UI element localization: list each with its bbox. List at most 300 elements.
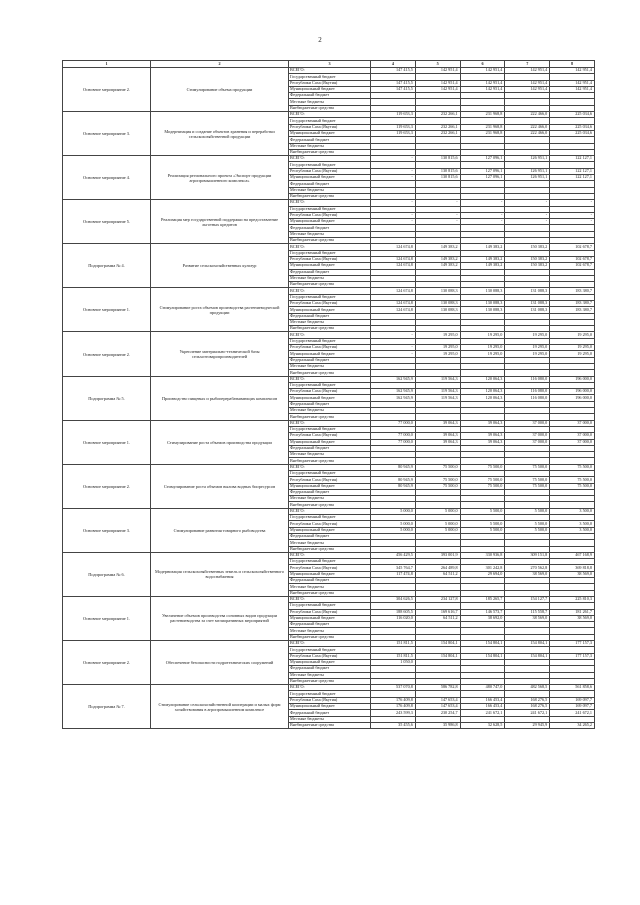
funding-source: ВСЕГО: — [289, 464, 371, 470]
funding-value: 130 815,6 — [415, 175, 460, 181]
funding-value: 5 500,0 — [505, 521, 550, 527]
funding-value: 102 678,7 — [550, 244, 595, 250]
funding-value: 196 000,0 — [550, 395, 595, 401]
funding-value: 124 674,8 — [371, 288, 416, 294]
funding-value: - — [371, 200, 416, 206]
funding-source: Республики Саха (Якутия) — [289, 345, 371, 351]
program-description: Реализация мер государственной поддержки на предоставление льготных кредитов — [151, 200, 289, 244]
funding-source: Государственный бюджет — [289, 426, 371, 432]
funding-value: 142 951,4 — [550, 86, 595, 92]
funding-value: 39 064,3 — [460, 433, 505, 439]
funding-value: 38 692,0 — [460, 615, 505, 621]
funding-value: 19 295,0 — [550, 351, 595, 357]
funding-value: 39 064,3 — [415, 420, 460, 426]
funding-value: 3 500,0 — [550, 521, 595, 527]
column-number: 1 — [63, 61, 151, 68]
funding-value: 154 804,1 — [415, 641, 460, 647]
funding-source: Внебюджетные средства — [289, 590, 371, 596]
funding-source: Республики Саха (Якутия) — [289, 697, 371, 703]
program-name: Основное мероприятие 3. — [63, 508, 151, 552]
funding-value: 142 951,4 — [550, 68, 595, 74]
funding-value: 142 951,4 — [460, 80, 505, 86]
funding-value: - — [371, 156, 416, 162]
funding-value: 124 674,8 — [371, 300, 416, 306]
funding-value: 5 000,0 — [415, 508, 460, 514]
funding-source: Государственный бюджет — [289, 206, 371, 212]
funding-value: 196 000,0 — [550, 376, 595, 382]
funding-value: 188 605,5 — [371, 609, 416, 615]
funding-value: 154 127,7 — [505, 596, 550, 602]
funding-value: 151 811,5 — [371, 653, 416, 659]
funding-value: 119 564,3 — [415, 395, 460, 401]
program-description: Производство пищевых и рыбоперерабатывающих комплексов — [151, 376, 289, 420]
column-number: 2 — [151, 61, 289, 68]
funding-value: 142 951,4 — [460, 86, 505, 92]
funding-value: 38 569,0 — [505, 615, 550, 621]
program-name: Основное мероприятие 2. — [63, 68, 151, 112]
funding-value: 102 678,7 — [550, 256, 595, 262]
funding-value: - — [415, 200, 460, 206]
funding-value: 5 000,0 — [415, 527, 460, 533]
program-name: Основное мероприятие 2. — [63, 464, 151, 508]
funding-value: 80 945,9 — [371, 477, 416, 483]
funding-value: 127 096,1 — [460, 168, 505, 174]
funding-value: 75 500,0 — [415, 464, 460, 470]
funding-source: Муниципальный бюджет — [289, 615, 371, 621]
funding-value: 19 295,0 — [460, 332, 505, 338]
funding-source: ВСЕГО: — [289, 112, 371, 118]
program-name: Подпрограмма № 7. — [63, 685, 151, 729]
funding-value: 124 674,8 — [371, 256, 416, 262]
funding-source: ВСЕГО: — [289, 200, 371, 206]
funding-source: Муниципальный бюджет — [289, 219, 371, 225]
funding-value: 122 127,1 — [550, 168, 595, 174]
funding-source: Местные бюджеты — [289, 716, 371, 722]
funding-source: Республики Саха (Якутия) — [289, 124, 371, 130]
funding-value: 225 034,6 — [550, 112, 595, 118]
funding-value: - — [550, 200, 595, 206]
funding-source: Муниципальный бюджет — [289, 527, 371, 533]
funding-source: Местные бюджеты — [289, 99, 371, 105]
funding-value: 232 266,1 — [415, 112, 460, 118]
funding-value: 102 678,7 — [550, 263, 595, 269]
funding-value: 309 151,8 — [505, 552, 550, 558]
funding-source: Муниципальный бюджет — [289, 175, 371, 181]
funding-value: 126 951,1 — [505, 168, 550, 174]
funding-source: ВСЕГО: — [289, 552, 371, 558]
program-description: Стимулирование развития товарного рыбоводства — [151, 508, 289, 552]
funding-source: Федеральный бюджет — [289, 93, 371, 99]
funding-value: 232 266,1 — [415, 130, 460, 136]
funding-value: 177 157,3 — [550, 641, 595, 647]
column-number: 7 — [505, 61, 550, 68]
funding-source: Республики Саха (Якутия) — [289, 653, 371, 659]
funding-value: - — [371, 212, 416, 218]
funding-source: Муниципальный бюджет — [289, 307, 371, 313]
funding-value: 75 500,0 — [550, 483, 595, 489]
funding-value: 37 000,0 — [505, 439, 550, 445]
funding-source: Местные бюджеты — [289, 319, 371, 325]
funding-source: Внебюджетные средства — [289, 414, 371, 420]
funding-value: 39 064,3 — [415, 433, 460, 439]
funding-value: 119 653,3 — [371, 112, 416, 118]
funding-value: 116 020,0 — [371, 615, 416, 621]
funding-source: Федеральный бюджет — [289, 357, 371, 363]
funding-source: Местные бюджеты — [289, 452, 371, 458]
funding-value: 393 001,9 — [415, 552, 460, 558]
funding-value: 19 295,0 — [415, 351, 460, 357]
funding-value: 561 858,6 — [550, 685, 595, 691]
funding-value: 80 945,9 — [371, 464, 416, 470]
funding-source: ВСЕГО: — [289, 376, 371, 382]
funding-value: 231 968,8 — [460, 130, 505, 136]
funding-source: Федеральный бюджет — [289, 489, 371, 495]
funding-value: 130 088,3 — [460, 300, 505, 306]
funding-value: 142 951,4 — [550, 80, 595, 86]
funding-value: 29 694,0 — [460, 571, 505, 577]
funding-value: 130 088,3 — [415, 300, 460, 306]
funding-value: 116 080,0 — [505, 395, 550, 401]
funding-value: 130 815,6 — [415, 168, 460, 174]
funding-value: 154 804,1 — [460, 653, 505, 659]
funding-value: 151 811,5 — [371, 641, 416, 647]
funding-value: 149 383,2 — [415, 256, 460, 262]
funding-value: - — [371, 332, 416, 338]
funding-value: - — [415, 212, 460, 218]
funding-value: 130 088,3 — [460, 288, 505, 294]
funding-source: Федеральный бюджет — [289, 622, 371, 628]
funding-value: 168 276,5 — [505, 697, 550, 703]
funding-value: 154 804,1 — [505, 641, 550, 647]
funding-value: 5 000,0 — [371, 521, 416, 527]
funding-value: 39 064,3 — [415, 439, 460, 445]
column-number: 3 — [289, 61, 371, 68]
column-number: 4 — [371, 61, 416, 68]
funding-value: 130 815,6 — [415, 156, 460, 162]
funding-source: Государственный бюджет — [289, 382, 371, 388]
funding-value: 149 383,2 — [460, 256, 505, 262]
funding-value: 127 096,1 — [460, 156, 505, 162]
funding-source: ВСЕГО: — [289, 244, 371, 250]
funding-source: Республики Саха (Якутия) — [289, 433, 371, 439]
funding-source: ВСЕГО: — [289, 288, 371, 294]
funding-value: 131 088,3 — [505, 300, 550, 306]
funding-value: 116 080,0 — [505, 389, 550, 395]
program-name: Основное мероприятие 5. — [63, 200, 151, 244]
funding-source: Муниципальный бюджет — [289, 571, 371, 577]
funding-value: 35 986,8 — [415, 722, 460, 728]
funding-source: Местные бюджеты — [289, 496, 371, 502]
funding-source: Внебюджетные средства — [289, 105, 371, 111]
funding-value: - — [460, 212, 505, 218]
program-description: Стимулирование роста объемов вылова водных биоресурсов — [151, 464, 289, 508]
program-name: Основное мероприятие 1. — [63, 420, 151, 464]
funding-source: Государственный бюджет — [289, 338, 371, 344]
funding-value: - — [371, 168, 416, 174]
funding-value: 142 951,4 — [505, 86, 550, 92]
funding-value: 5 500,0 — [460, 527, 505, 533]
funding-value: 38 569,0 — [550, 571, 595, 577]
funding-value: 19 295,0 — [415, 332, 460, 338]
funding-value: 77 000,0 — [371, 420, 416, 426]
program-funding-table — [62, 60, 595, 729]
funding-value: 222 466,0 — [505, 130, 550, 136]
funding-value: 19 295,0 — [460, 345, 505, 351]
funding-value: 176 409,8 — [371, 703, 416, 709]
program-name: Основное мероприятие 3. — [63, 112, 151, 156]
program-name: Подпрограмма № 4. — [63, 244, 151, 288]
funding-source: Государственный бюджет — [289, 74, 371, 80]
funding-value: 142 951,4 — [415, 68, 460, 74]
funding-value: 232 266,1 — [415, 124, 460, 130]
program-name: Подпрограмма № 6. — [63, 552, 151, 596]
funding-source: Государственный бюджет — [289, 294, 371, 300]
funding-value: - — [505, 219, 550, 225]
funding-value: 241 672,1 — [460, 710, 505, 716]
funding-value: - — [415, 219, 460, 225]
funding-source: ВСЕГО: — [289, 596, 371, 602]
funding-source: Внебюджетные средства — [289, 546, 371, 552]
funding-value: 168 276,5 — [505, 703, 550, 709]
funding-value: 243 599,3 — [371, 710, 416, 716]
funding-value: 177 157,3 — [550, 653, 595, 659]
funding-value: 166 453,4 — [460, 703, 505, 709]
funding-value: 482 568,5 — [505, 685, 550, 691]
funding-value: 119 653,3 — [371, 124, 416, 130]
funding-value: 270 562,8 — [505, 565, 550, 571]
funding-value: 29 945,9 — [505, 722, 550, 728]
funding-source: Государственный бюджет — [289, 559, 371, 565]
funding-value: 5 000,0 — [371, 527, 416, 533]
funding-value: 147 415,5 — [371, 68, 416, 74]
funding-source: Республики Саха (Якутия) — [289, 300, 371, 306]
funding-value: 169 097,7 — [550, 703, 595, 709]
funding-value: 75 500,0 — [505, 483, 550, 489]
column-number-row — [63, 61, 595, 68]
program-name: Основное мероприятие 2. — [63, 332, 151, 376]
funding-value: 32 628,5 — [460, 722, 505, 728]
program-description: Увеличение объемов производства основных видов продукции растениеводства за счет мелиоративных мероприятий — [151, 596, 289, 640]
funding-value: 124 674,8 — [371, 263, 416, 269]
funding-value: 301 242,8 — [460, 565, 505, 571]
funding-source: Республики Саха (Якутия) — [289, 168, 371, 174]
funding-value: 77 000,0 — [371, 439, 416, 445]
program-name: Основное мероприятие 2. — [63, 641, 151, 685]
funding-source: Внебюджетные средства — [289, 634, 371, 640]
funding-value: 149 383,2 — [415, 263, 460, 269]
funding-value: 39 064,3 — [460, 420, 505, 426]
funding-value: 35 455,6 — [371, 722, 416, 728]
funding-source: Государственный бюджет — [289, 647, 371, 653]
funding-value: 183 380,7 — [550, 300, 595, 306]
funding-source: Внебюджетные средства — [289, 149, 371, 155]
funding-value: 19 295,0 — [550, 332, 595, 338]
funding-value: 142 951,4 — [460, 68, 505, 74]
column-number: 5 — [415, 61, 460, 68]
funding-value: 142 951,4 — [415, 86, 460, 92]
funding-value: 147 653,4 — [415, 703, 460, 709]
funding-value: 222 466,0 — [505, 112, 550, 118]
program-description: Стимулирование роста объемов производства продукции — [151, 420, 289, 464]
funding-value: 119 653,3 — [371, 130, 416, 136]
funding-source: Местные бюджеты — [289, 143, 371, 149]
page-number: 2 — [318, 36, 322, 44]
funding-value: 131 088,3 — [505, 288, 550, 294]
funding-source: Внебюджетные средства — [289, 502, 371, 508]
funding-value: 231 968,8 — [460, 112, 505, 118]
funding-source: Внебюджетные средства — [289, 458, 371, 464]
funding-value: 75 500,0 — [550, 477, 595, 483]
funding-value: 369 818,8 — [550, 565, 595, 571]
program-name: Основное мероприятие 4. — [63, 156, 151, 200]
funding-value: 467 168,9 — [550, 552, 595, 558]
funding-value: 169 616,7 — [415, 609, 460, 615]
program-name: Подпрограмма № 5. — [63, 376, 151, 420]
funding-source: Муниципальный бюджет — [289, 395, 371, 401]
funding-value: 5 500,0 — [505, 508, 550, 514]
funding-value: 75 500,0 — [460, 464, 505, 470]
funding-source: Внебюджетные средства — [289, 370, 371, 376]
funding-value: - — [371, 345, 416, 351]
funding-value: 122 127,1 — [550, 156, 595, 162]
funding-value: 19 295,0 — [550, 345, 595, 351]
funding-source: Федеральный бюджет — [289, 445, 371, 451]
funding-source: Федеральный бюджет — [289, 666, 371, 672]
funding-value: 185 265,7 — [460, 596, 505, 602]
funding-value: 147 415,5 — [371, 80, 416, 86]
funding-source: ВСЕГО: — [289, 420, 371, 426]
funding-value: 169 097,7 — [550, 697, 595, 703]
funding-value: 154 804,1 — [415, 653, 460, 659]
funding-source: Республики Саха (Якутия) — [289, 212, 371, 218]
funding-source: Муниципальный бюджет — [289, 130, 371, 136]
funding-value: 34 265,2 — [550, 722, 595, 728]
funding-value: 241 672,1 — [505, 710, 550, 716]
funding-value: 149 383,2 — [415, 244, 460, 250]
funding-value: - — [550, 219, 595, 225]
funding-value: 147 653,4 — [415, 697, 460, 703]
funding-value: 122 127,1 — [550, 175, 595, 181]
funding-value: 64 511,2 — [415, 571, 460, 577]
funding-value: 37 000,0 — [550, 439, 595, 445]
funding-value: 142 951,4 — [505, 68, 550, 74]
funding-value: 130 088,3 — [415, 288, 460, 294]
funding-source: Республики Саха (Якутия) — [289, 609, 371, 615]
column-number: 6 — [460, 61, 505, 68]
funding-source: Федеральный бюджет — [289, 269, 371, 275]
program-description: Модернизация сельскохозяйственных земель и сельскохозяйственного водоснабжения — [151, 552, 289, 596]
funding-value: 181 261,7 — [550, 609, 595, 615]
funding-value: 480 747,0 — [460, 685, 505, 691]
funding-source: Муниципальный бюджет — [289, 439, 371, 445]
funding-source: Внебюджетные средства — [289, 238, 371, 244]
funding-source: Внебюджетные средства — [289, 722, 371, 728]
funding-value: 162 945,9 — [371, 389, 416, 395]
funding-value: 330 936,8 — [460, 552, 505, 558]
funding-source: Государственный бюджет — [289, 162, 371, 168]
funding-source: ВСЕГО: — [289, 641, 371, 647]
funding-value: 176 409,8 — [371, 697, 416, 703]
funding-source: Муниципальный бюджет — [289, 351, 371, 357]
funding-value: 37 000,0 — [505, 420, 550, 426]
funding-value: 37 000,0 — [550, 433, 595, 439]
funding-source: Федеральный бюджет — [289, 401, 371, 407]
funding-value: 75 500,0 — [460, 477, 505, 483]
program-description: Модернизация и создание объектов хранения и переработки сельскохозяйственной продукции — [151, 112, 289, 156]
funding-source: Муниципальный бюджет — [289, 86, 371, 92]
funding-value: 5 000,0 — [371, 508, 416, 514]
funding-value: 19 295,0 — [505, 332, 550, 338]
funding-value: 3 500,0 — [550, 527, 595, 533]
funding-value: 162 945,9 — [371, 395, 416, 401]
funding-source: Республики Саха (Якутия) — [289, 389, 371, 395]
funding-value: 75 500,0 — [550, 464, 595, 470]
funding-value: 5 500,0 — [505, 527, 550, 533]
funding-value: 149 383,2 — [460, 244, 505, 250]
funding-value: 154 804,1 — [460, 641, 505, 647]
funding-value: 456 429,5 — [371, 552, 416, 558]
funding-value: 120 064,3 — [460, 389, 505, 395]
funding-source: Федеральный бюджет — [289, 710, 371, 716]
funding-value: 80 945,9 — [371, 483, 416, 489]
funding-value: - — [505, 212, 550, 218]
funding-source: Федеральный бюджет — [289, 225, 371, 231]
program-description: Стимулирование роста объемов производства растениеводческой продукции — [151, 288, 289, 332]
funding-value: 304 626,5 — [371, 596, 416, 602]
funding-source: Местные бюджеты — [289, 187, 371, 193]
funding-source: ВСЕГО: — [289, 332, 371, 338]
funding-value: 126 951,1 — [505, 156, 550, 162]
program-description: Укрепление материально-технической базы сельхозтоваропроизводителей — [151, 332, 289, 376]
funding-value: 127 096,1 — [460, 175, 505, 181]
funding-value: 149 383,2 — [460, 263, 505, 269]
funding-value: 146 573,7 — [460, 609, 505, 615]
funding-value: 119 564,3 — [415, 376, 460, 382]
table-body — [63, 61, 595, 729]
funding-source: ВСЕГО: — [289, 68, 371, 74]
funding-value: 115 558,7 — [505, 609, 550, 615]
funding-value: 19 295,0 — [505, 351, 550, 357]
funding-value: 75 500,0 — [415, 483, 460, 489]
funding-source: Внебюджетные средства — [289, 193, 371, 199]
funding-value: 3 500,0 — [550, 508, 595, 514]
funding-value: - — [371, 175, 416, 181]
funding-value: 183 380,7 — [550, 288, 595, 294]
funding-value: 19 295,0 — [505, 345, 550, 351]
program-description: Обеспечение безопасности гидротехнических сооружений — [151, 641, 289, 685]
funding-value: 75 500,0 — [505, 477, 550, 483]
funding-value: 196 000,0 — [550, 389, 595, 395]
funding-value: 19 295,0 — [415, 345, 460, 351]
program-description: Стимулирование объема продукции — [151, 68, 289, 112]
funding-source: Муниципальный бюджет — [289, 483, 371, 489]
funding-value: 5 500,0 — [460, 521, 505, 527]
funding-value: 222 466,0 — [505, 124, 550, 130]
funding-value: 147 415,5 — [371, 86, 416, 92]
funding-source: Местные бюджеты — [289, 408, 371, 414]
funding-value: - — [371, 351, 416, 357]
funding-source: ВСЕГО: — [289, 685, 371, 691]
funding-source: Государственный бюджет — [289, 515, 371, 521]
funding-value: 77 000,0 — [371, 433, 416, 439]
funding-value: 120 064,3 — [460, 376, 505, 382]
funding-value: 39 064,3 — [460, 439, 505, 445]
funding-source: Республики Саха (Якутия) — [289, 80, 371, 86]
funding-value: 124 674,8 — [371, 244, 416, 250]
funding-value: 126 951,1 — [505, 175, 550, 181]
funding-value: 142 951,4 — [505, 80, 550, 86]
funding-source: Республики Саха (Якутия) — [289, 256, 371, 262]
